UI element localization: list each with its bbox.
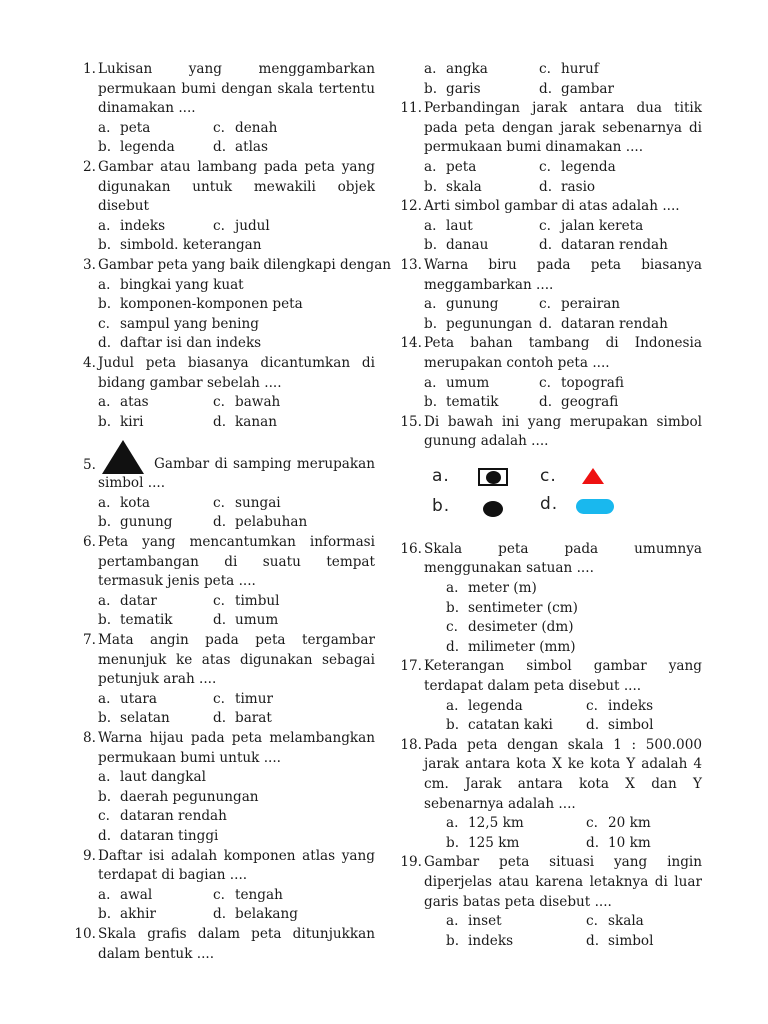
option-b[interactable]: b. catatan kaki — [446, 717, 553, 734]
question-text: Gambar peta yang baik dilengkapi dengan — [98, 256, 392, 273]
question-text: Warna hijau pada peta melambangkan permukaan bumi untuk .... — [98, 730, 375, 766]
option-a[interactable]: a. angka — [424, 61, 488, 77]
option-a[interactable]: a. gunung — [424, 296, 499, 313]
option-b[interactable]: b. selatan — [98, 710, 170, 727]
options-9 — [72, 886, 375, 925]
option-b[interactable]: b. indeks — [446, 932, 514, 949]
option-b[interactable]: b. simbold. keterangan — [98, 237, 262, 254]
option-a[interactable]: a. utara — [98, 690, 157, 707]
question-14 — [398, 334, 702, 373]
box-dot-icon[interactable] — [478, 468, 508, 486]
option-d[interactable]: d. belakang — [213, 906, 298, 923]
question-4 — [72, 354, 375, 393]
option-a[interactable]: a. laut — [424, 217, 473, 234]
question-6 — [72, 533, 375, 592]
option-a[interactable]: a. peta — [98, 119, 151, 136]
question-text: Peta yang mencantumkan informasi pertambangan di suatu tempat termasuk jenis peta .... — [98, 534, 375, 590]
option-c[interactable]: c. topografi — [539, 374, 624, 391]
question-number: 13. — [400, 256, 422, 273]
question-text: Skala grafis dalam peta ditunjukkan dalam bentuk .... — [98, 925, 375, 962]
option-d[interactable]: d. atlas — [213, 139, 268, 156]
options-10 — [398, 60, 702, 99]
option-d[interactable]: d. keterangan — [165, 237, 262, 254]
option-a[interactable]: a. meter (m) — [446, 580, 537, 597]
option-a[interactable]: a. inset — [446, 913, 502, 930]
option-d[interactable]: d. dataran rendah — [539, 237, 668, 254]
option-b[interactable]: b. skala — [424, 178, 482, 195]
options-17 — [398, 697, 702, 736]
question-number: 9. — [83, 847, 96, 864]
question-text: Keterangan simbol gambar yang terdapat dalam peta disebut .... — [424, 658, 702, 695]
question-number: 4. — [83, 354, 96, 371]
options-1 — [72, 119, 375, 158]
option-b[interactable]: b. garis — [424, 80, 481, 97]
option-c[interactable]: c. denah — [213, 119, 278, 136]
option-d[interactable]: d. simbol — [586, 932, 654, 949]
question-number: 17. — [400, 658, 422, 675]
option-a[interactable]: a. peta — [424, 158, 477, 175]
option-a[interactable]: a. umum — [424, 374, 490, 391]
right-column — [398, 60, 702, 951]
question-text: Perbandingan jarak antara dua titik pada peta dengan jarak sebenarnya di permukaan bumi dinamakan .... — [424, 100, 702, 156]
option-c[interactable]: c. judul — [213, 217, 270, 234]
option-c[interactable]: c. legenda — [539, 158, 616, 175]
option-b[interactable]: b. 125 km — [446, 834, 520, 851]
question-text: Di bawah ini yang merupakan simbol gunung adalah .... — [424, 413, 702, 450]
question-number: 8. — [83, 730, 96, 746]
option-b[interactable]: b. sentimeter (cm) — [446, 599, 578, 616]
question-number: 2. — [83, 158, 96, 175]
options-18 — [398, 814, 702, 853]
question-text: Pada peta dengan skala 1 : 500.000 jarak antara kota X ke kota Y adalah 4 cm. Jarak antara kota X dan Y sebenarnya adalah .... — [424, 736, 702, 812]
option-c[interactable]: c. perairan — [539, 296, 621, 313]
question-number: 1. — [83, 61, 96, 77]
options-16 — [398, 579, 702, 657]
question-number: 19. — [400, 854, 422, 871]
question-text: Gambar atau lambang pada peta yang digunakan untuk mewakili objek disebut — [98, 158, 375, 215]
question-3 — [72, 256, 392, 276]
option-d[interactable]: d. dataran tinggi — [98, 827, 219, 844]
option-c[interactable]: c. dataran rendah — [98, 808, 227, 825]
question-number: 7. — [83, 632, 96, 649]
option-b[interactable]: b. akhir — [98, 906, 156, 923]
option-a[interactable]: a. awal — [98, 886, 153, 903]
question-number: 5. — [83, 457, 96, 474]
question-8 — [72, 729, 375, 768]
option-c[interactable]: c. timur — [213, 690, 273, 707]
question-2 — [72, 158, 375, 217]
question-number: 14. — [400, 335, 422, 352]
question-number: 15. — [400, 413, 422, 430]
options-8 — [72, 768, 375, 846]
option-c[interactable]: c. bawah — [213, 394, 281, 411]
question-11 — [398, 99, 702, 158]
question-1 — [72, 60, 375, 119]
option-c[interactable]: c. timbul — [213, 592, 280, 609]
option-d[interactable]: d. gambar — [539, 80, 615, 97]
option-d[interactable]: d. 10 km — [586, 834, 651, 851]
option-a[interactable]: a. 12,5 km — [446, 815, 524, 832]
black-dot-icon[interactable] — [483, 501, 503, 517]
option-d[interactable]: d. barat — [213, 710, 272, 727]
question-5 — [72, 440, 375, 494]
question-text: Mata angin pada peta tergambar menunjuk ke atas digunakan sebagai petunjuk arah .... — [98, 632, 375, 688]
question-number: 11. — [400, 100, 422, 117]
option-a[interactable]: a. datar — [98, 592, 157, 609]
option-a[interactable]: a. kota — [98, 494, 150, 511]
option-c[interactable]: c. skala — [586, 913, 644, 930]
option-a[interactable]: a. laut dangkal — [98, 769, 206, 786]
symbol-label-b: b. — [432, 495, 451, 516]
option-b[interactable]: b. pegunungan — [424, 315, 533, 332]
question-10 — [72, 925, 375, 964]
option-a[interactable]: a. atas — [98, 394, 149, 411]
options-6 — [72, 592, 375, 631]
option-c[interactable]: c. tengah — [213, 886, 283, 903]
option-d[interactable]: d. geografi — [539, 394, 619, 411]
option-c[interactable]: c. 20 km — [586, 815, 651, 832]
option-b[interactable]: b. tematik — [424, 394, 499, 411]
question-text: Gambar di samping merupakan — [154, 455, 375, 472]
option-c[interactable]: c. indeks — [586, 697, 654, 714]
option-b[interactable]: b. daerah pegunungan — [98, 788, 259, 805]
option-c[interactable]: c. sungai — [213, 494, 281, 511]
options-19 — [398, 912, 702, 951]
option-b[interactable]: b. danau — [424, 237, 489, 254]
question-text: Gambar peta situasi yang ingin diperjelas atau karena letaknya di luar garis batas peta disebut .... — [424, 854, 702, 910]
symbol-label-a: a. — [432, 465, 450, 486]
option-d[interactable]: d. daftar isi dan indeks — [98, 335, 262, 352]
symbol-label-d: d. — [540, 493, 559, 514]
option-b[interactable]: b. kiri — [98, 413, 144, 430]
question-18 — [398, 736, 702, 814]
question-number: 18. — [400, 736, 422, 753]
symbol-options — [398, 466, 702, 526]
question-16 — [398, 540, 702, 579]
red-triangle-icon[interactable] — [582, 468, 604, 484]
option-b[interactable]: b. legenda — [98, 139, 175, 156]
question-number: 3. — [83, 256, 96, 273]
question-text: Skala peta pada umumnya menggunakan satuan .... — [424, 540, 702, 577]
option-a[interactable]: a. indeks — [98, 217, 166, 234]
option-d[interactable]: d. simbol — [586, 717, 654, 734]
question-19 — [398, 853, 702, 912]
question-17 — [398, 657, 702, 696]
option-d[interactable]: d. pelabuhan — [213, 514, 308, 531]
option-b[interactable]: b. tematik — [98, 612, 173, 629]
question-text: Arti simbol gambar di atas adalah .... — [424, 198, 680, 215]
option-c[interactable]: c. jalan kereta — [539, 217, 644, 234]
options-12 — [398, 217, 702, 256]
left-column — [72, 60, 392, 964]
options-5 — [72, 494, 375, 533]
option-c[interactable]: c. sampul yang bening — [98, 315, 259, 332]
options-13 — [398, 295, 702, 334]
question-12 — [398, 197, 702, 217]
option-d[interactable]: d. umum — [213, 612, 279, 629]
option-b[interactable]: b. gunung — [98, 514, 173, 531]
options-7 — [72, 690, 375, 729]
question-9 — [72, 847, 375, 886]
question-number: 10. — [74, 925, 96, 942]
option-d[interactable]: d. rasio — [539, 178, 596, 195]
option-a[interactable]: a. legenda — [446, 697, 523, 714]
question-15 — [398, 413, 702, 452]
options-3 — [72, 276, 375, 354]
options-4 — [72, 393, 375, 432]
option-c[interactable]: c. huruf — [539, 61, 599, 77]
question-number: 16. — [400, 540, 422, 557]
question-text: Warna biru pada peta biasanya meggambarkan .... — [424, 256, 702, 293]
black-triangle-icon — [102, 440, 144, 474]
option-d[interactable]: d. milimeter (mm) — [446, 638, 576, 655]
question-text-cont: simbol .... — [98, 475, 166, 492]
option-d[interactable]: d. kanan — [213, 413, 277, 430]
option-a[interactable]: a. bingkai yang kuat — [98, 276, 244, 293]
options-11 — [398, 158, 702, 197]
question-number: 6. — [83, 534, 96, 551]
symbol-label-c: c. — [540, 465, 557, 486]
question-7 — [72, 631, 375, 690]
blue-blob-icon[interactable] — [576, 499, 614, 514]
question-text: Lukisan yang menggambarkan permukaan bumi dengan skala tertentu dinamakan .... — [98, 61, 375, 117]
option-b[interactable]: b. komponen-komponen peta — [98, 296, 303, 313]
option-d[interactable]: d. dataran rendah — [539, 315, 668, 332]
options-14 — [398, 374, 702, 413]
option-c[interactable]: c. desimeter (dm) — [446, 619, 574, 636]
options-2 — [72, 217, 375, 256]
question-text: Peta bahan tambang di Indonesia merupakan contoh peta .... — [424, 335, 702, 371]
question-text: Judul peta biasanya dicantumkan di bidang gambar sebelah .... — [98, 354, 375, 391]
question-13 — [398, 256, 702, 295]
question-number: 12. — [400, 198, 422, 215]
question-text: Daftar isi adalah komponen atlas yang terdapat di bagian .... — [98, 847, 375, 884]
